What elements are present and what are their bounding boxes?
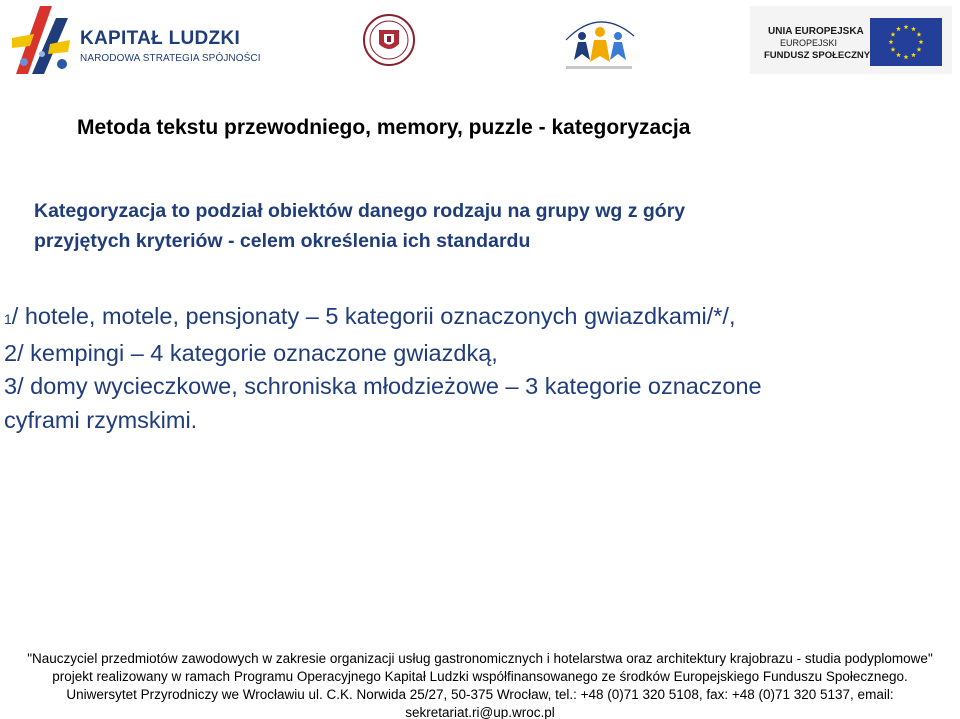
definition-line: przyjętych kryteriów - celem określenia ich standardu xyxy=(34,230,531,252)
eu-star-icon xyxy=(904,24,909,29)
eu-star-icon xyxy=(919,39,924,44)
list-item xyxy=(4,370,954,404)
eu-star-icon xyxy=(889,39,894,44)
kapital-ludzki-title: KAPITAŁ LUDZKI xyxy=(80,28,241,49)
list-item-number: 1 xyxy=(4,311,12,327)
nauczyciel-figures-icon xyxy=(556,10,642,72)
footer-email: sekretariat.ri@up.wroc.pl xyxy=(405,705,555,719)
kapital-ludzki-emblem-icon xyxy=(12,4,76,76)
footer-line: Uniwersytet Przyrodniczy we Wrocławiu ul. C.K. Norwida 25/27, 50-375 Wrocław, tel.: +48 (0)71 320 5108, fax: +48 (0)71 320 5137, email: xyxy=(66,687,894,702)
slide-title: Metoda tekstu przewodniego, memory, puzzle - kategoryzacja xyxy=(77,116,691,139)
list-item-text: cyframi rzymskimi. xyxy=(4,406,198,433)
definition-line: Kategoryzacja to podział obiektów danego rodzaju na grupy wg z góry xyxy=(34,200,686,222)
list-item xyxy=(4,337,954,371)
eu-star-icon xyxy=(911,26,916,31)
eu-label: UNIA EUROPEJSKA xyxy=(768,26,864,37)
kapital-ludzki-logo xyxy=(12,4,262,76)
list-item-text: / hotele, motele, pensjonaty – 5 kategorii oznaczonych gwiazdkami/*/, xyxy=(11,303,736,329)
university-crest-logo xyxy=(362,12,416,68)
eu-star-icon xyxy=(896,26,901,31)
list-item xyxy=(4,300,954,337)
crest-icon xyxy=(362,12,416,68)
footer xyxy=(0,650,960,719)
category-list xyxy=(4,300,954,437)
kapital-ludzki-subtitle: NARODOWA STRATEGIA SPÓJNOŚCI xyxy=(80,53,261,64)
eu-star-icon xyxy=(917,47,922,52)
efs-label-1: EUROPEJSKI xyxy=(780,38,838,48)
logos-bar xyxy=(0,0,960,82)
eu-star-icon xyxy=(917,32,922,37)
eu-star-icon xyxy=(911,52,916,57)
footer-line: projekt realizowany w ramach Programu Operacyjnego Kapitał Ludzki współfinansowanego ze środków Europejskiego Funduszu Społecznego. xyxy=(52,669,908,684)
list-item-text: 2/ kempingi – 4 kategorie oznaczone gwiazdką, xyxy=(4,339,498,366)
eu-star-icon xyxy=(891,32,896,37)
list-item-text: 3/ domy wycieczkowe, schroniska młodzieżowe – 3 kategorie oznaczone xyxy=(4,373,762,399)
eu-flag-icon xyxy=(870,18,942,66)
eu-star-icon xyxy=(904,54,909,59)
eu-star-icon xyxy=(896,52,901,57)
efs-label-2: FUNDUSZ SPOŁECZNY xyxy=(764,50,871,61)
footer-line: "Nauczyciel przedmiotów zawodowych w zakresie organizacji usług gastronomicznych i hotelarstwa oraz architektury krajobrazu - studia podyplomowe" xyxy=(27,651,933,666)
eu-stars-icon xyxy=(870,18,942,66)
definition xyxy=(34,196,914,256)
nauczyciel-logo xyxy=(556,10,642,72)
list-item xyxy=(4,404,954,438)
eu-efs-logo xyxy=(750,6,952,74)
eu-star-icon xyxy=(891,47,896,52)
